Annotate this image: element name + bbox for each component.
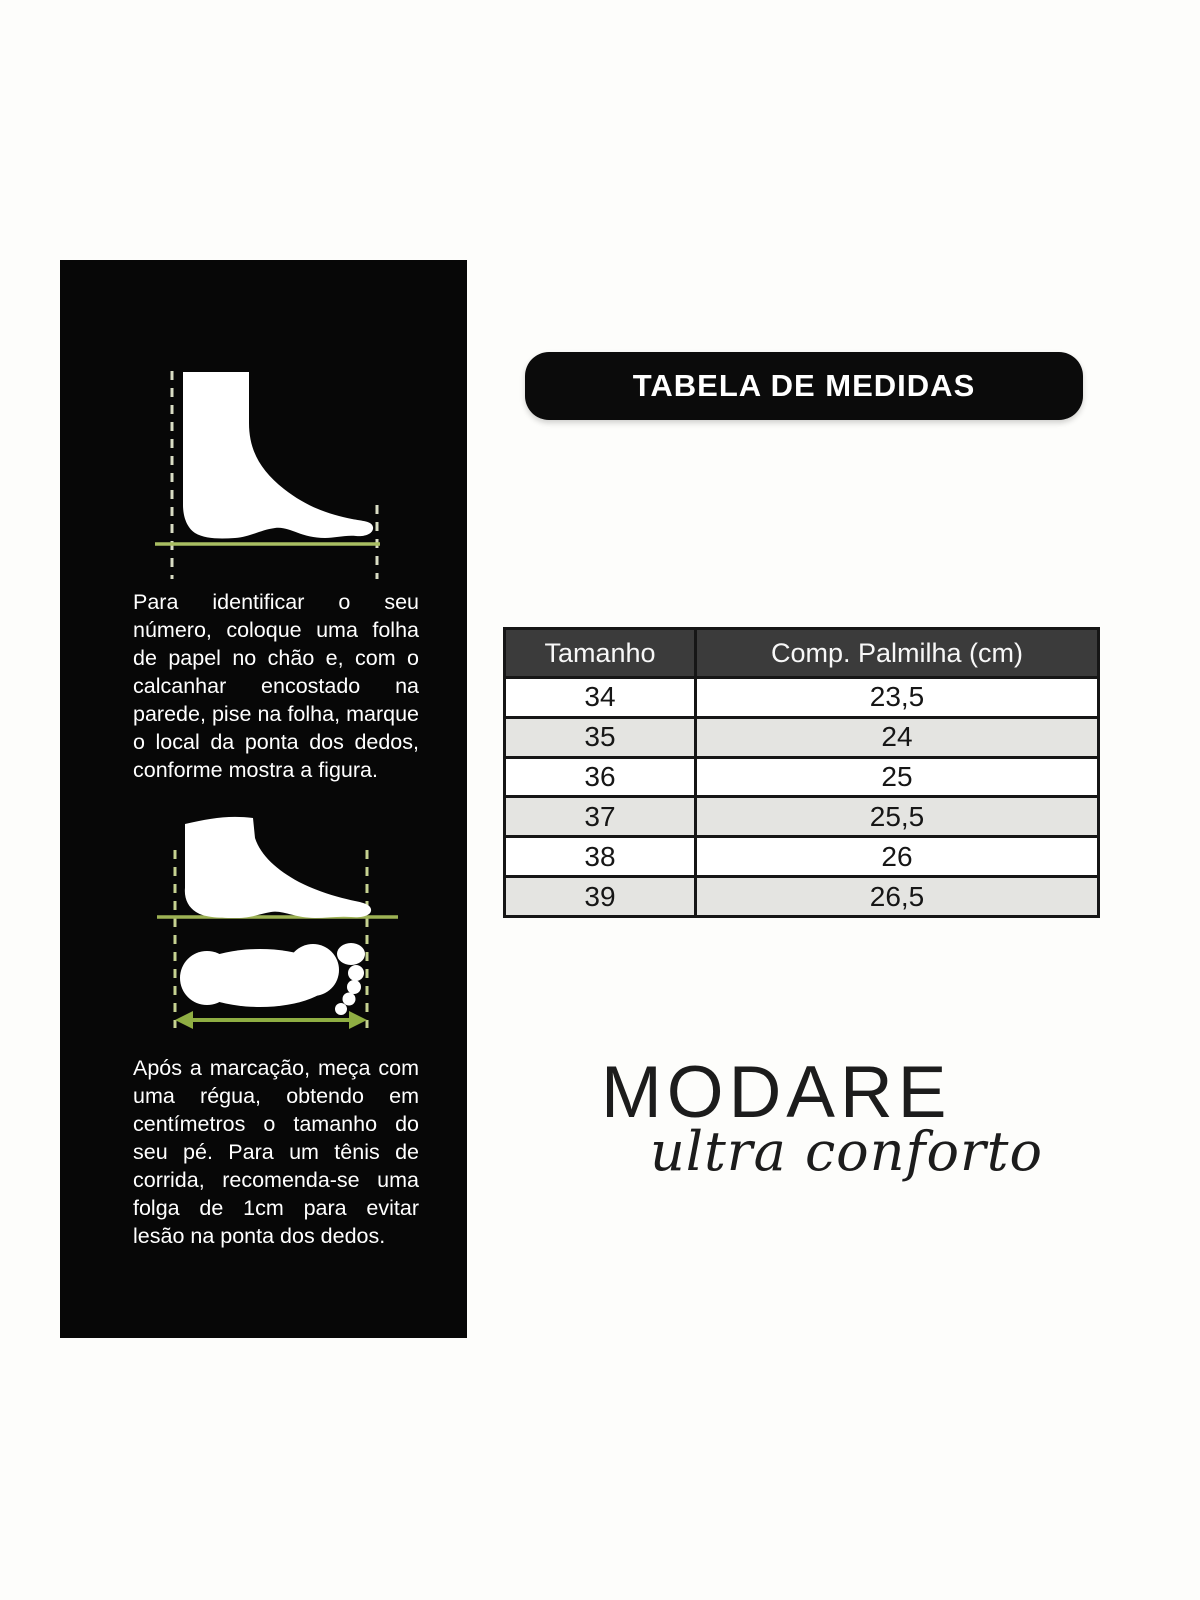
- size-value: 36: [584, 761, 616, 793]
- size-chart-title-pill: [525, 352, 1083, 420]
- table-row: [506, 756, 1097, 796]
- instruction-text-step1: Para identificar o seu número, coloque uma folha de papel no chão e, com o calcanhar encostado na parede, pise na folha, marque o local da ponta dos dedos, conforme mostra a figura.: [133, 590, 419, 782]
- table-row: [506, 835, 1097, 875]
- column-header-tamanho: Tamanho: [544, 637, 656, 668]
- footprint-silhouette: [180, 943, 365, 1015]
- column-header-palmilha: Comp. Palmilha (cm): [694, 630, 1097, 676]
- insole-length-value: 26,5: [694, 878, 1097, 915]
- size-value: 39: [584, 880, 616, 912]
- brand-name: MODARE: [601, 1052, 952, 1133]
- size-chart-table: [503, 627, 1100, 918]
- foot-side-silhouette: [185, 817, 371, 918]
- size-value: 35: [584, 721, 616, 753]
- table-row: [506, 795, 1097, 835]
- size-chart-title: TABELA DE MEDIDAS: [632, 368, 976, 403]
- foot-side-and-footprint-measure-icon: [155, 810, 400, 1035]
- brand-tagline: ultra conforto: [650, 1120, 1043, 1183]
- size-value: 37: [584, 800, 616, 832]
- table-row: [506, 875, 1097, 915]
- insole-length-value: 25: [694, 759, 1097, 796]
- instruction-text-step2: Após a marcação, meça com uma régua, obtendo em centímetros o tamanho do seu pé. Para um tênis de corrida, recomenda-se uma folga de 1cm para evitar lesão na ponta dos dedos.: [133, 1056, 419, 1248]
- foot-silhouette: [183, 372, 373, 538]
- foot-side-view-measure-icon: [150, 365, 390, 585]
- size-value: 34: [584, 681, 616, 713]
- instructions-panel: [60, 260, 467, 1338]
- insole-length-value: 23,5: [694, 679, 1097, 716]
- table-row: [506, 676, 1097, 716]
- insole-length-value: 24: [694, 719, 1097, 756]
- insole-length-value: 25,5: [694, 798, 1097, 835]
- size-value: 38: [584, 840, 616, 872]
- insole-length-value: 26: [694, 838, 1097, 875]
- brand-logo: [601, 1052, 1043, 1183]
- table-header-row: [506, 630, 1097, 676]
- table-row: [506, 716, 1097, 756]
